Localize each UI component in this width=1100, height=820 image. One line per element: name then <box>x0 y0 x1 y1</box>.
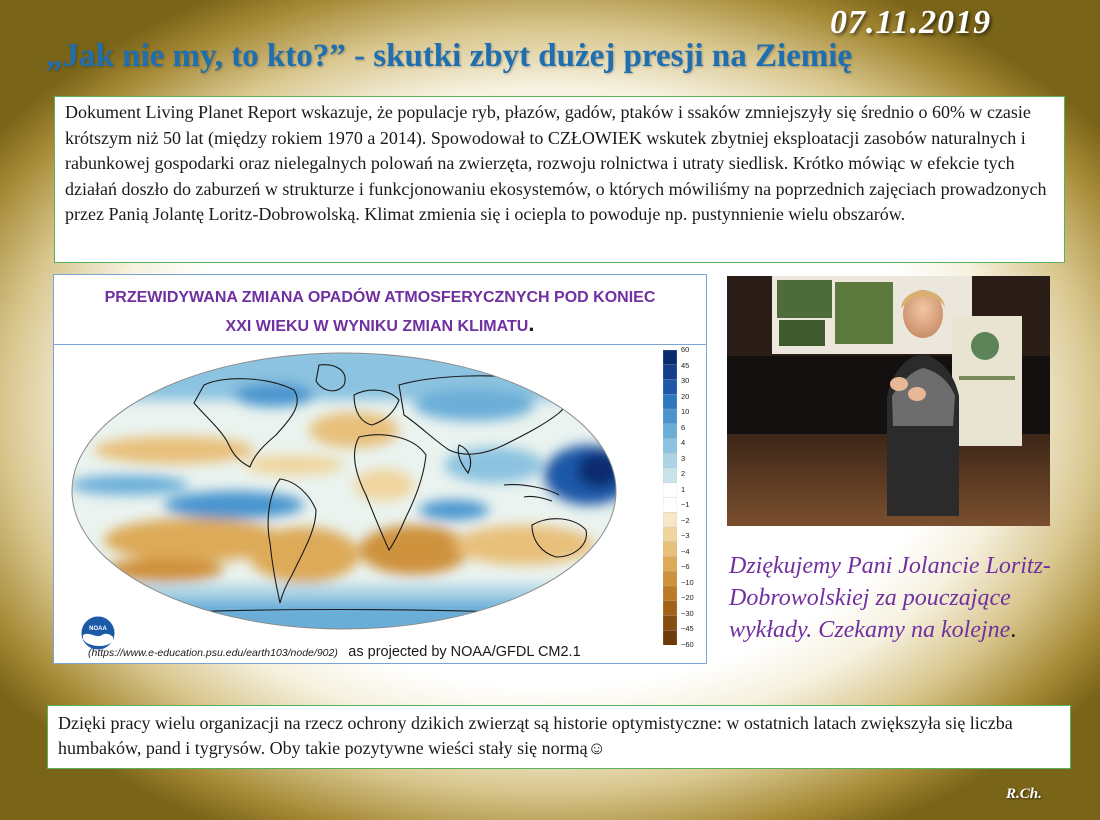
map-caption-line2: XXI WIEKU W WYNIKU ZMIAN KLIMATU <box>225 318 529 335</box>
legend-swatch <box>663 586 677 601</box>
legend-tick-label: −2 <box>681 515 690 525</box>
legend-tick-label: 6 <box>681 422 686 432</box>
precipitation-map-panel <box>53 274 707 664</box>
map-globe <box>64 345 634 645</box>
legend-tick-label: 4 <box>681 438 686 448</box>
legend-tick-label: −1 <box>681 500 690 510</box>
legend-swatch <box>663 542 677 557</box>
thanks-text: Dziękujemy Pani Jolancie Loritz-Dobrowolskiej za pouczające wykłady. Czekamy na kolejne <box>729 553 1051 643</box>
legend-tick-label: −30 <box>681 608 694 618</box>
map-source-url: (https://www.e-education.psu.edu/earth103/node/902) <box>88 647 338 659</box>
legend-tick-label: 60 <box>681 345 690 354</box>
speaker-hand-right <box>908 387 926 401</box>
legend-tick-label: 20 <box>681 391 690 401</box>
legend-swatch <box>663 365 677 380</box>
slide-title: „Jak nie my, to kto?” - skutki zbyt dużej presji na Ziemię <box>46 38 853 74</box>
banner-text-line <box>959 376 1015 380</box>
legend-swatch <box>663 527 677 542</box>
speaker-hand-left <box>890 377 908 391</box>
legend-color-bar <box>663 350 677 645</box>
legend-swatch <box>663 424 677 439</box>
legend-tick-label: 10 <box>681 407 690 417</box>
banner-tree <box>971 332 999 360</box>
legend-tick-label: 3 <box>681 453 686 463</box>
legend-tick-label: −3 <box>681 531 690 541</box>
noaa-logo-label: NOAA <box>89 626 107 632</box>
legend-tick-label: −20 <box>681 593 694 603</box>
projected-photo-1 <box>777 280 832 318</box>
legend-swatch <box>663 483 677 498</box>
legend-swatch <box>663 468 677 483</box>
map-caption <box>54 275 706 345</box>
legend-tick-label: 30 <box>681 376 690 386</box>
map-source-credit: as projected by NOAA/GFDL CM2.1 <box>348 644 581 660</box>
lecture-photo <box>727 276 1050 526</box>
legend-swatch <box>663 453 677 468</box>
legend-tick-label: −45 <box>681 624 694 634</box>
intro-text-box <box>54 96 1065 263</box>
outro-text: Dzięki pracy wielu organizacji na rzecz ochrony dzikich zwierząt są historie optymistyczne: w ostatnich latach zwiększyła się liczba humbaków, pand i tygrysów. Oby takie pozytywne wieści stały się normą☺ <box>58 713 1013 758</box>
map-caption-dot: . <box>528 311 535 336</box>
legend-labels <box>681 345 705 650</box>
legend-swatch <box>663 557 677 572</box>
map-source-line <box>88 643 706 661</box>
thanks-note <box>729 550 1059 646</box>
legend-swatch <box>663 498 677 513</box>
legend-tick-label: 45 <box>681 360 690 370</box>
legend-tick-label: −10 <box>681 577 694 587</box>
projected-photo-2 <box>779 320 825 346</box>
intro-text: Dokument Living Planet Report wskazuje, że populacje ryb, płazów, gadów, ptaków i ssaków zmniejszyły się średnio o 60% w czasie krótszym niż 50 lat (między rokiem 1970 a 2014). Spowodował to CZŁOWIEK wskutek zbytniej eksploatacji zasobów naturalnych i rabunkowej gospodarki oraz nielegalnych polowań na zwierzęta, rozwoju rolnictwa i utraty siedlisk. Krótko mówiąc w efekcie tych działań doszło do zaburzeń w strukturze i funkcjonowaniu ekosystemów, o których mówiliśmy na poprzednich zajęciach prowadzonych przez Panią Jolantę Loritz-Dobrowolską. Klimat zmienia się i ociepla to powoduje np. pustynnienie wielu obszarów. <box>65 102 1047 224</box>
legend-swatch <box>663 409 677 424</box>
author-initials: R.Ch. <box>1006 786 1042 802</box>
legend-tick-label: −4 <box>681 546 690 556</box>
legend-swatch <box>663 380 677 395</box>
legend-tick-label: 2 <box>681 469 686 479</box>
legend-swatch <box>663 616 677 631</box>
legend-swatch <box>663 394 677 409</box>
map-caption-line1: PRZEWIDYWANA ZMIANA OPADÓW ATMOSFERYCZNYCH POD KONIEC <box>104 289 656 306</box>
legend-tick-label: −60 <box>681 640 694 649</box>
legend-tick-label: 1 <box>681 484 686 494</box>
legend-swatch <box>663 571 677 586</box>
legend-swatch <box>663 439 677 454</box>
legend-tick-label: −6 <box>681 562 690 572</box>
map-caption-line2-wrap <box>54 311 706 340</box>
projected-photo-3 <box>835 282 893 344</box>
legend-swatch <box>663 601 677 616</box>
precipitation-change-map <box>54 345 706 645</box>
thanks-dot: . <box>1010 617 1017 643</box>
legend-swatch <box>663 350 677 365</box>
outro-text-box <box>47 705 1071 769</box>
slide-date: 07.11.2019 <box>830 4 992 41</box>
legend-swatch <box>663 512 677 527</box>
